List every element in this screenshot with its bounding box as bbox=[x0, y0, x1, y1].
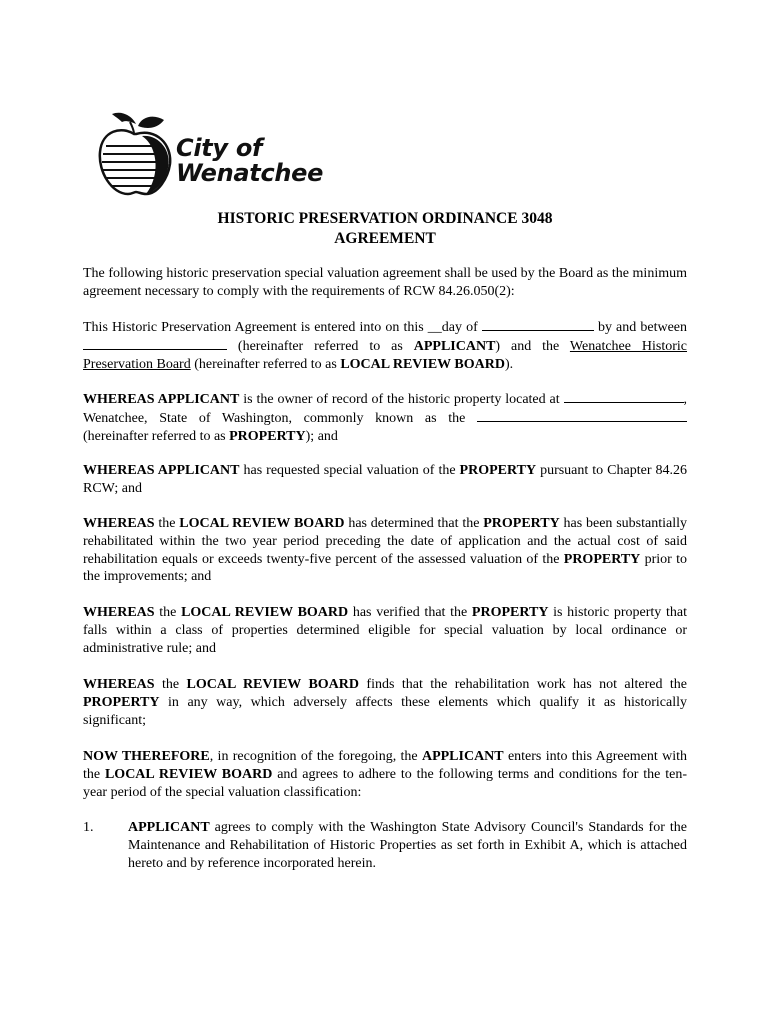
board-name: Wenatchee Historic Preservation Board bbox=[83, 338, 688, 372]
text-run: agrees to comply with the Washington State Advisory Council's Standards for the Maintenance and Rehabilitation of Historic Properties as set forth in Exhibit A, which is attached hereto and by reference incorporated herein. bbox=[128, 820, 687, 871]
local-review-board-term: LOCAL REVIEW BOARD bbox=[186, 677, 360, 692]
text-run: finds that the rehabilitation work has not altered the bbox=[359, 677, 687, 692]
whereas-lead: WHEREAS bbox=[83, 516, 155, 531]
whereas-ownership-paragraph bbox=[83, 390, 687, 445]
text-run: the bbox=[154, 605, 182, 620]
list-item-number: 1. bbox=[83, 820, 94, 835]
text-run: ); and bbox=[305, 428, 338, 444]
whereas-lead: WHEREAS APPLICANT bbox=[83, 392, 240, 407]
text-run: prior to the improvements; and bbox=[83, 551, 687, 585]
text-run: , Wenatchee, State of Washington, commonly known as the bbox=[83, 392, 687, 426]
local-review-board-term: LOCAL REVIEW BOARD bbox=[104, 766, 273, 782]
text-run: (hereinafter referred to as bbox=[190, 356, 341, 372]
document-title: HISTORIC PRESERVATION ORDINANCE 3048 bbox=[217, 210, 553, 227]
text-run: pursuant to Chapter 84.26 RCW; and bbox=[83, 463, 687, 496]
text-run: This Historic Preservation Agreement is entered into on this __day of bbox=[83, 320, 482, 335]
text-run: (hereinafter referred to as bbox=[83, 428, 230, 444]
whereas-request-paragraph bbox=[83, 462, 687, 498]
property-term: PROPERTY bbox=[483, 516, 560, 531]
local-review-board-term: LOCAL REVIEW BOARD bbox=[340, 356, 505, 372]
text-run: (hereinafter referred to as bbox=[227, 338, 414, 354]
text-run: is historic property that falls within a class of properties determined eligible for special valuation by local ordinance or administrative rule; and bbox=[83, 605, 687, 656]
apple-emblem-icon bbox=[92, 108, 182, 204]
list-item-text bbox=[128, 819, 687, 872]
text-run: the bbox=[154, 677, 187, 692]
text-run: enters into this Agreement with the bbox=[83, 749, 687, 782]
now-therefore-lead: NOW THEREFORE bbox=[83, 749, 210, 764]
text-run: is the owner of record of the historic property located at bbox=[239, 392, 564, 407]
logo-wordmark bbox=[176, 136, 323, 186]
text-run: has verified that the bbox=[348, 605, 472, 620]
whereas-lead: WHEREAS bbox=[83, 605, 155, 620]
property-term: PROPERTY bbox=[459, 463, 537, 478]
text-run: and agrees to adhere to the following terms and conditions for the ten-year period of the special valuation classification: bbox=[83, 766, 687, 800]
whereas-lead: WHEREAS bbox=[83, 677, 155, 692]
property-term: PROPERTY bbox=[471, 605, 549, 620]
text-run: ) and the bbox=[495, 338, 570, 354]
local-review-board-term: LOCAL REVIEW BOARD bbox=[181, 605, 349, 620]
logo-line-2: Wenatchee bbox=[176, 159, 324, 187]
now-therefore-paragraph bbox=[83, 748, 687, 801]
whereas-rehab-paragraph bbox=[83, 515, 687, 586]
property-term: PROPERTY bbox=[229, 428, 306, 444]
entered-paragraph bbox=[83, 318, 687, 373]
address-blank[interactable] bbox=[564, 390, 684, 403]
whereas-lead: WHEREAS APPLICANT bbox=[83, 463, 240, 478]
local-review-board-term: LOCAL REVIEW BOARD bbox=[179, 516, 345, 531]
whereas-verified-paragraph bbox=[83, 604, 687, 657]
applicant-term: APPLICANT bbox=[413, 338, 496, 354]
property-term: PROPERTY bbox=[563, 551, 641, 567]
known-as-blank[interactable] bbox=[477, 409, 687, 422]
intro-paragraph: The following historic preservation special valuation agreement shall be used by the Board as the minimum agreement necessary to comply with the requirements of RCW 84.26.050(2): bbox=[83, 266, 687, 299]
text-run: in any way, which adversely affects these elements which qualify it as historically significant; bbox=[83, 694, 687, 728]
whereas-finds-paragraph bbox=[83, 676, 687, 729]
document-subtitle: AGREEMENT bbox=[334, 230, 436, 247]
text-run: has been substantially rehabilitated within the two year period preceding the date of application and the actual cost of said rehabilitation equals or exceeds twenty-five percent of the assessed valuation of the bbox=[83, 516, 687, 567]
property-term: PROPERTY bbox=[83, 694, 160, 710]
text-run: , in recognition of the foregoing, the bbox=[209, 749, 422, 764]
text-run: has requested special valuation of the bbox=[239, 463, 460, 478]
text-run: by and between bbox=[593, 320, 687, 335]
text-run: ). bbox=[505, 356, 514, 372]
logo-line-1: City of bbox=[176, 134, 263, 162]
applicant-name-blank[interactable] bbox=[83, 337, 227, 350]
applicant-term: APPLICANT bbox=[128, 820, 210, 835]
city-logo bbox=[92, 108, 322, 204]
text-run: has determined that the bbox=[344, 516, 484, 531]
text-run: the bbox=[154, 516, 180, 531]
applicant-term: APPLICANT bbox=[421, 749, 504, 764]
date-blank[interactable] bbox=[482, 318, 594, 331]
